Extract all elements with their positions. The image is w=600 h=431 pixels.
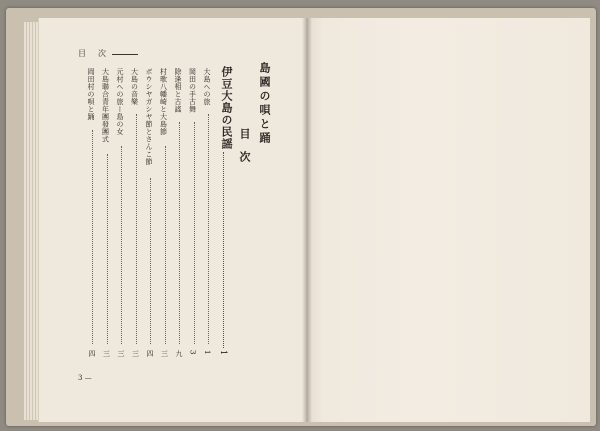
- toc-entry-leader-dots: [165, 146, 166, 344]
- toc-entry-label: 元村への旅ー島の女: [116, 68, 124, 136]
- toc-entry: [86, 68, 100, 368]
- toc-entry: [202, 68, 216, 368]
- toc-entry-label: 除逢相と古謠: [174, 68, 182, 113]
- toc-entry-label: 大島の音樂: [130, 68, 139, 106]
- page-number: 3 —: [78, 374, 92, 382]
- toc-entry: [115, 68, 129, 368]
- toc-entry-page: 三: [160, 350, 169, 357]
- book-gutter: [302, 18, 312, 422]
- section-title: 伊豆大島の民謡: [220, 66, 233, 150]
- toc-entry-leader-dots: [136, 114, 137, 344]
- toc-heading: 目次: [238, 128, 251, 174]
- toc-entry-page: 四: [88, 350, 96, 357]
- toc-entry-page: 三: [102, 350, 111, 357]
- running-head: [78, 48, 138, 59]
- section-page-number: 1: [219, 350, 228, 356]
- toc-entry: [159, 68, 173, 368]
- toc-entry: [144, 68, 158, 368]
- toc-entry-leader-dots: [150, 178, 151, 344]
- toc-entry-label: 大島への旅: [203, 68, 211, 106]
- toc-entry-page: 三: [131, 350, 140, 357]
- right-page-blank: [306, 18, 590, 422]
- toc-entry-label: ボウシヤガシヤ節とさんこ節: [145, 68, 153, 166]
- toc-entry: [130, 68, 144, 368]
- toc-entry-page: 1: [203, 350, 211, 355]
- toc-entry-page: 九: [175, 350, 183, 357]
- toc-entry-leader-dots: [194, 122, 195, 344]
- running-head-rule: [112, 54, 138, 55]
- toc-entry-leader-dots: [208, 114, 209, 344]
- toc-entry-label: 村歌八幡崎と大島節: [159, 68, 168, 136]
- toc-entry-page: 三: [117, 350, 125, 357]
- toc-entry-leader-dots: [92, 130, 93, 344]
- page-edges: [24, 22, 38, 420]
- toc-entry: [188, 68, 202, 368]
- toc-entry-page: 3: [188, 350, 197, 355]
- toc-entry-label: 岡田村の唄と踊: [87, 68, 95, 121]
- page-number-value: 3: [78, 374, 83, 382]
- toc-entry: [101, 68, 115, 368]
- book-title: 島國の唄と踊: [258, 62, 271, 146]
- toc-entry-leader-dots: [179, 122, 180, 344]
- toc-entry-label: 岡田の手古舞: [188, 68, 197, 113]
- toc-entry-leader-dots: [107, 154, 108, 344]
- toc-entry: [173, 68, 187, 368]
- toc-entry-label: 大島聯合青年團發團式: [101, 68, 110, 143]
- toc-entry-leader-dots: [121, 146, 122, 344]
- toc-entry-page: 四: [146, 350, 154, 357]
- section-leader-dots: [223, 152, 224, 348]
- running-head-text: 目 次: [78, 49, 108, 58]
